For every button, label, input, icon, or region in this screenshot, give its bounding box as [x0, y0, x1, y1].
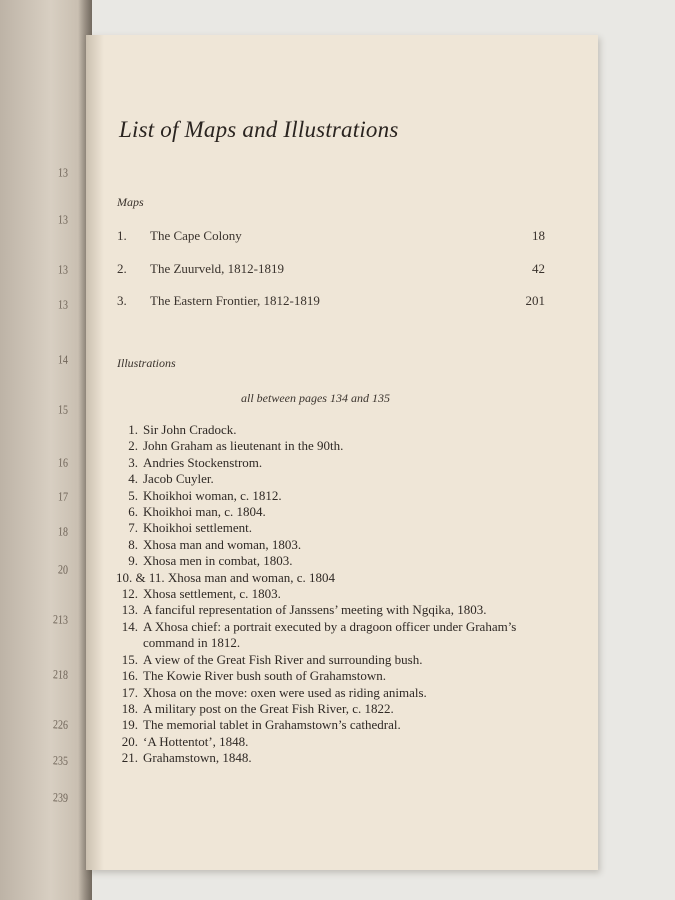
item-number: 3. [128, 454, 138, 470]
margin-page-number: 15 [57, 403, 69, 418]
list-item [116, 717, 548, 733]
list-item [116, 570, 548, 586]
list-item [116, 504, 548, 520]
list-item [116, 438, 548, 454]
margin-page-number: 13 [57, 263, 69, 278]
map-page: 18 [532, 228, 545, 243]
list-item [116, 537, 548, 553]
item-number: 18. [121, 700, 138, 716]
margin-page-number: 17 [57, 490, 69, 505]
item-text: Jacob Cuyler. [143, 471, 214, 487]
list-item [116, 488, 548, 504]
list-item [116, 619, 548, 652]
item-number: 16. [121, 668, 138, 684]
item-text: John Graham as lieutenant in the 90th. [143, 438, 344, 454]
list-item [116, 553, 548, 569]
item-text: The memorial tablet in Grahamstown’s cathedral. [143, 717, 401, 733]
item-text: Khoikhoi man, c. 1804. [143, 504, 266, 520]
item-text: Xhosa settlement, c. 1803. [143, 586, 281, 602]
margin-page-number: 13 [57, 166, 69, 181]
item-text: Xhosa man and woman, c. 1804 [167, 569, 336, 585]
item-number: 20. [121, 733, 138, 749]
item-text: A military post on the Great Fish River, c. 1822. [143, 700, 394, 716]
item-number: 14. [121, 618, 138, 634]
book-page [86, 35, 598, 870]
list-item [116, 685, 548, 701]
list-item [116, 422, 548, 438]
map-name: The Zuurveld, 1812-1819 [150, 261, 284, 276]
maps-heading: Maps [117, 195, 144, 209]
item-number: 8. [128, 536, 138, 552]
item-text: Xhosa man and woman, 1803. [143, 536, 302, 552]
map-number: 2. [117, 261, 127, 276]
margin-page-number: 239 [52, 791, 69, 806]
list-item [116, 734, 548, 750]
item-number: 2. [128, 438, 138, 454]
item-text: A view of the Great Fish River and surrounding bush. [143, 651, 423, 667]
margin-page-number: 14 [57, 353, 69, 368]
margin-page-number: 213 [52, 613, 69, 628]
item-number: 9. [128, 553, 138, 569]
item-number: 21. [121, 750, 138, 766]
map-page: 42 [532, 261, 545, 276]
margin-page-number: 226 [52, 718, 69, 733]
item-number: 1. [128, 422, 138, 437]
illustrations-list [116, 422, 548, 767]
item-number: 19. [121, 717, 138, 733]
list-item [116, 471, 548, 487]
margin-page-number: 16 [57, 456, 69, 471]
item-text: ‘A Hottentot’, 1848. [143, 733, 249, 749]
margin-page-number: 218 [52, 668, 69, 683]
item-number: 13. [121, 602, 138, 618]
item-text: Xhosa on the move: oxen were used as riding animals. [143, 684, 427, 700]
page-title: List of Maps and Illustrations [119, 117, 399, 142]
item-number: 10. & 11. [116, 569, 165, 585]
list-item [116, 455, 548, 471]
item-text: A Xhosa chief: a portrait executed by a dragoon officer under Graham’s command in 1812. [143, 618, 517, 651]
margin-page-number: 235 [52, 754, 69, 769]
map-number: 1. [117, 228, 127, 243]
item-number: 17. [121, 684, 138, 700]
map-entry [117, 228, 545, 246]
item-number: 15. [121, 651, 138, 667]
map-name: The Eastern Frontier, 1812-1819 [150, 293, 320, 308]
item-text: Andries Stockenstrom. [143, 454, 263, 470]
item-text: Khoikhoi settlement. [143, 520, 253, 536]
item-text: The Kowie River bush south of Grahamstown. [143, 668, 386, 684]
map-entry [117, 261, 545, 279]
illustrations-note: all between pages 134 and 135 [241, 391, 390, 405]
item-text: Xhosa men in combat, 1803. [143, 553, 293, 569]
item-text: A fanciful representation of Janssens’ meeting with Ngqika, 1803. [143, 602, 487, 618]
margin-page-number: 20 [57, 563, 69, 578]
map-name: The Cape Colony [150, 228, 242, 243]
margin-page-number: 13 [57, 298, 69, 313]
margin-page-number: 18 [57, 525, 69, 540]
item-text: Khoikhoi woman, c. 1812. [143, 487, 282, 503]
item-number: 7. [128, 520, 138, 536]
item-number: 4. [128, 471, 138, 487]
list-item [116, 520, 548, 536]
margin-page-number: 13 [57, 213, 69, 228]
list-item [116, 750, 548, 766]
list-item [116, 586, 548, 602]
list-item [116, 602, 548, 618]
list-item [116, 701, 548, 717]
previous-page-edge [0, 0, 92, 900]
item-text: Grahamstown, 1848. [143, 750, 252, 766]
list-item [116, 668, 548, 684]
map-entry [117, 293, 545, 311]
illustrations-heading: Illustrations [117, 356, 176, 370]
item-number: 6. [128, 504, 138, 520]
map-number: 3. [117, 293, 127, 308]
list-item [116, 652, 548, 668]
map-page: 201 [525, 293, 545, 308]
item-number: 12. [121, 586, 138, 602]
item-text: Sir John Cradock. [143, 422, 237, 437]
item-number: 5. [128, 487, 138, 503]
